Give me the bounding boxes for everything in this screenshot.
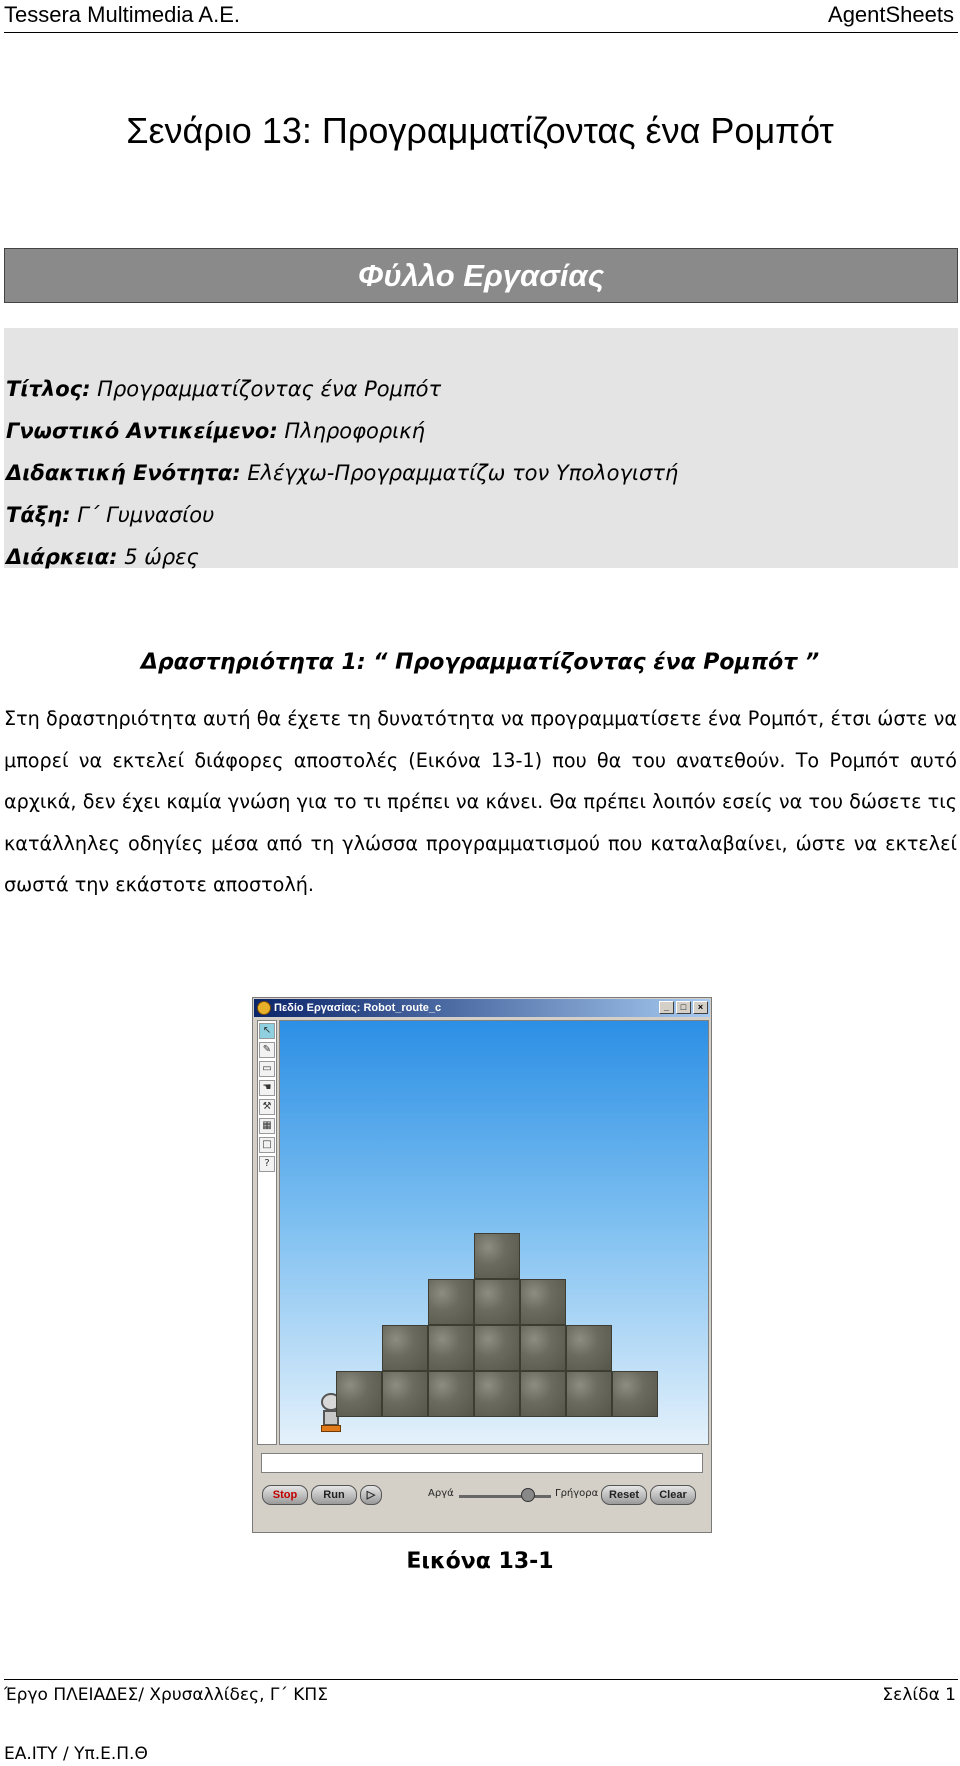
question-icon[interactable]: ? [259,1156,275,1172]
step-button[interactable]: ▷ [360,1485,382,1505]
footer-divider [4,1679,958,1680]
info-value: Γ΄ Γυμνασίου [70,503,215,527]
info-duration-row [4,536,958,578]
info-value: 5 ώρες [117,545,199,569]
robot-feet [321,1425,341,1432]
message-field[interactable] [261,1453,703,1473]
activity-title: Δραστηριότητα 1: “ Προγραμματίζοντας ένα Ρομπότ ” [140,650,820,675]
activity-paragraph: Στη δραστηριότητα αυτή θα έχετε τη δυνατότητα να προγραμματίσετε ένα Ρομπότ, έτσι ώστε να μπορεί να εκτελεί διάφορες αποστολές (Εικόνα 13-1) που θα του ανατεθούν. Το Ρομπότ αυτό αρχικά, δεν έχει καμία γνώση για το τι πρέπει να κάνει. Θα πρέπει λοιπόν εσείς να του δώσετε τις κατάλληλες οδηγίες μέσα από τη γλώσσα προγραμματισμού που καταλαβαίνει, ώστε να εκτελεί σωστά την εκάστοτε αποστολή. [4,707,957,896]
pencil-icon[interactable]: ✎ [259,1042,275,1058]
tool-palette [257,1020,277,1445]
stone-block[interactable] [474,1371,520,1417]
page-title: Σενάριο 13: Προγραμματίζοντας ένα Ρομπότ [126,110,834,151]
header-divider [4,32,958,33]
info-label: Τίτλος: [6,377,91,401]
stone-block[interactable] [474,1233,520,1279]
footer-page-number: Σελίδα 1 [882,1685,956,1705]
window-title: Πεδίο Εργασίας: Robot_route_c [274,1002,442,1014]
hand-icon[interactable]: ☚ [259,1080,275,1096]
clear-button[interactable]: Clear [650,1485,696,1505]
info-title-row [4,368,958,410]
maximize-icon[interactable]: □ [676,1001,691,1014]
speed-slider-knob[interactable] [521,1488,535,1502]
info-value: Προγραμματίζοντας ένα Ρομπότ [90,377,442,401]
minimize-icon[interactable]: _ [659,1001,674,1014]
app-logo-icon [257,1001,271,1015]
info-label: Γνωστικό Αντικείμενο: [6,419,278,443]
eraser-icon[interactable]: ▭ [259,1061,275,1077]
close-icon[interactable]: × [693,1001,708,1014]
info-label: Διδακτική Ενότητα: [6,461,241,485]
figure-caption: Εικόνα 13-1 [406,1549,554,1574]
stop-button[interactable]: Stop [262,1485,308,1505]
stone-block[interactable] [428,1325,474,1371]
speed-slider-track[interactable] [459,1495,551,1498]
rect-icon[interactable]: □ [259,1137,275,1153]
reset-button[interactable]: Reset [601,1485,647,1505]
agentsheets-window [252,997,712,1533]
stone-block[interactable] [520,1325,566,1371]
info-subject-row [4,410,958,452]
banner-text: Φύλλο Εργασίας [357,257,605,293]
stone-block[interactable] [382,1325,428,1371]
info-class-row [4,494,958,536]
stone-block[interactable] [382,1371,428,1417]
stone-block[interactable] [566,1325,612,1371]
stone-block[interactable] [474,1279,520,1325]
footer-org: ΕΑ.ΙΤΥ / Υπ.Ε.Π.Θ [4,1744,148,1764]
arrow-icon[interactable]: ↖ [259,1023,275,1039]
info-label: Τάξη: [6,503,71,527]
stone-block[interactable] [520,1279,566,1325]
header-product: AgentSheets [828,2,954,27]
info-value: Ελέγχω-Προγραμματίζω τον Υπολογιστή [240,461,679,485]
info-value: Πληροφορική [277,419,425,443]
worksheet-canvas[interactable] [279,1020,709,1445]
info-unit-row [4,452,958,494]
stone-block[interactable] [612,1371,658,1417]
stone-block[interactable] [428,1279,474,1325]
speed-fast-label: Γρήγορα [555,1488,599,1499]
stone-block[interactable] [566,1371,612,1417]
hammer-icon[interactable]: ⚒ [259,1099,275,1115]
stone-block[interactable] [520,1371,566,1417]
speed-slow-label: Αργά [428,1488,454,1499]
window-titlebar [254,999,710,1017]
stone-block[interactable] [336,1371,382,1417]
stone-block[interactable] [428,1371,474,1417]
header-company: Tessera Multimedia A.E. [4,2,240,27]
info-box [4,328,958,568]
run-button[interactable]: Run [311,1485,357,1505]
grid-icon[interactable]: ▦ [259,1118,275,1134]
footer-project: Έργο ΠΛΕΙΑΔΕΣ/ Χρυσαλλίδες, Γ΄ ΚΠΣ [4,1685,328,1705]
info-label: Διάρκεια: [6,545,118,569]
stone-block[interactable] [474,1325,520,1371]
worksheet-banner [4,248,958,303]
